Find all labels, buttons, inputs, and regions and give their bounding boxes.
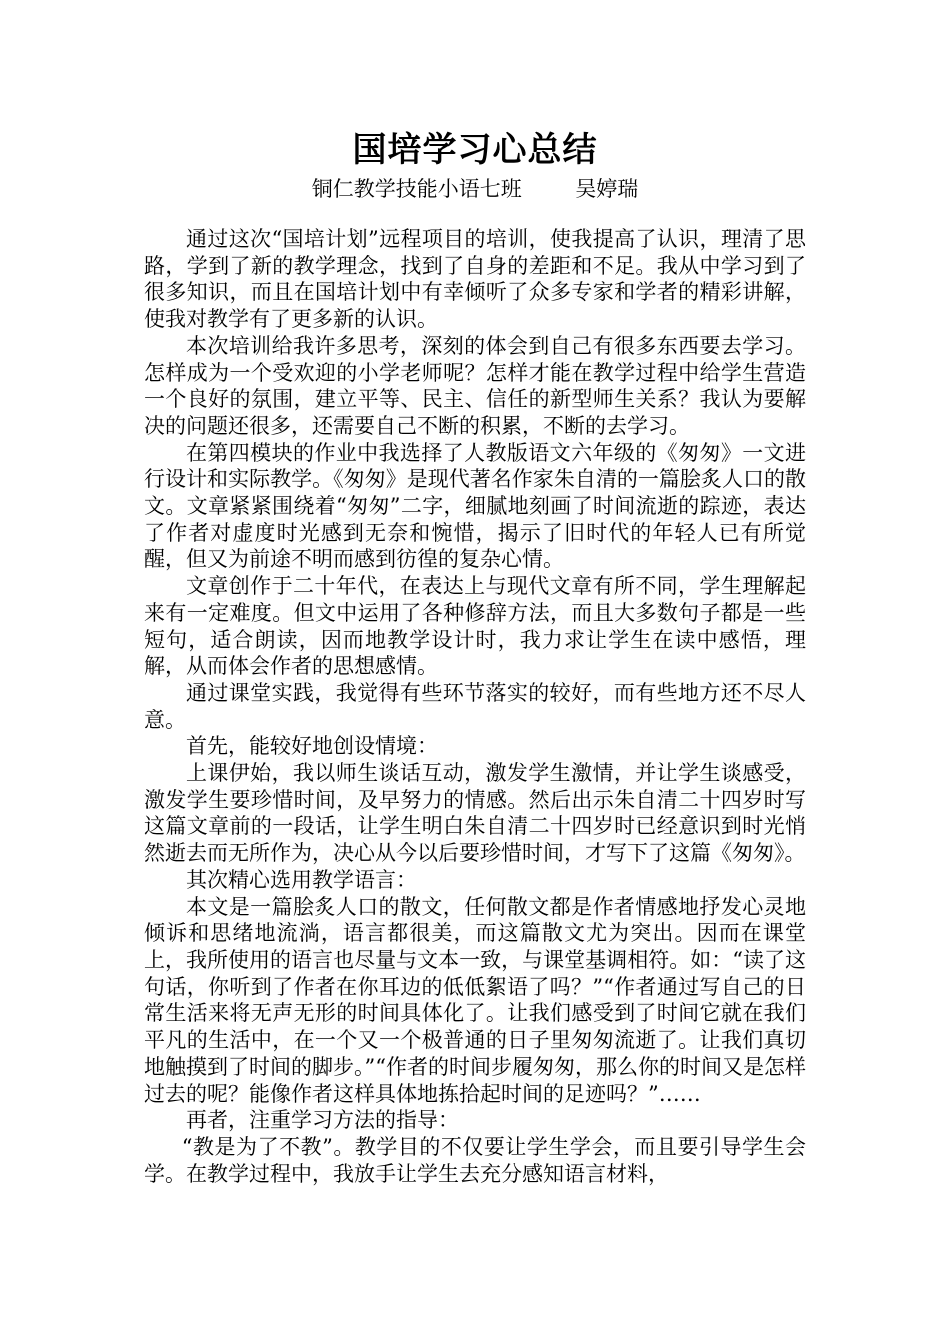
paragraph: 本文是一篇脍炙人口的散文，任何散文都是作者情感地抒发心灵地倾诉和思绪地流淌，语言都很美，而这篇散文尤为突出。因而在课堂上，我所使用的语言也尽量与文本一致，与课堂基调相符。如：“读了这句话，你听到了作者在你耳边的低低絮语了吗？”“作者通过写自己的日常生活来将无声无形的时间具体化了。让我们感受到了时间它就在我们平凡的生活中，在一个又一个极普通的日子里匆匆流逝了。让我们真切地触摸到了时间的脚步。”“作者的时间步履匆匆，那么你的时间又是怎样过去的呢？能像作者这样具体地拣拾起时间的足迹吗？”…… bbox=[144, 894, 806, 1106]
paragraph: 文章创作于二十年代，在表达上与现代文章有所不同，学生理解起来有一定难度。但文中运用了各种修辞方法，而且大多数句子都是一些短句，适合朗读，因而地教学设计时，我力求让学生在读中感悟，理解，从而体会作者的思想感情。 bbox=[144, 574, 806, 679]
paragraph: 首先，能较好地创设情境： bbox=[186, 734, 438, 759]
paragraph: 其次精心选用教学语言： bbox=[186, 867, 417, 892]
paragraph: 通过这次“国培计划”远程项目的培训，使我提高了认识，理清了思路，学到了新的教学理念，找到了自身的差距和不足。我从中学习到了很多知识，而且在国培计划中有幸倾听了众多专家和学者的精彩讲解，使我对教学有了更多新的认识。 bbox=[144, 227, 806, 332]
paragraph: 通过课堂实践，我觉得有些环节落实的较好，而有些地方还不尽人意。 bbox=[144, 680, 806, 732]
document-title: 国培学习心总结 bbox=[352, 130, 598, 170]
paragraph: 本次培训给我许多思考，深刻的体会到自己有很多东西要去学习。怎样成为一个受欢迎的小学老师呢？怎样才能在教学过程中给学生营造一个良好的氛围，建立平等、民主、信任的新型师生关系？我认为要解决的问题还很多，还需要自己不断的积累，不断的去学习。 bbox=[144, 333, 806, 438]
paragraph: “教是为了不教”。教学目的不仅要让学生学会，而且要引导学生会学。在教学过程中，我放手让学生去充分感知语言材料， bbox=[144, 1134, 806, 1186]
document-body bbox=[144, 226, 806, 1187]
paragraph: 再者，注重学习方法的指导： bbox=[186, 1108, 459, 1133]
paragraph: 上课伊始，我以师生谈话互动，激发学生激情，并让学生谈感受，激发学生要珍惜时间，及早努力的情感。然后出示朱自清二十四岁时写这篇文章前的一段话，让学生明白朱自清二十四岁时已经意识到时光悄然逝去而无所作为，决心从今以后要珍惜时间，才写下了这篇《匆匆》。 bbox=[144, 761, 806, 866]
paragraph: 在第四模块的作业中我选择了人教版语文六年级的《匆匆》一文进行设计和实际教学。《匆匆》是现代著名作家朱自清的一篇脍炙人口的散文。文章紧紧围绕着“匆匆”二字，细腻地刻画了时间流逝的踪迹，表达了作者对虚度时光感到无奈和惋惜，揭示了旧时代的年轻人已有所觉醒，但又为前途不明而感到彷徨的复杂心情。 bbox=[144, 440, 806, 572]
author-byline: 铜仁教学技能小语七班 吴婷瑞 bbox=[311, 177, 639, 201]
document-page bbox=[144, 126, 806, 1187]
